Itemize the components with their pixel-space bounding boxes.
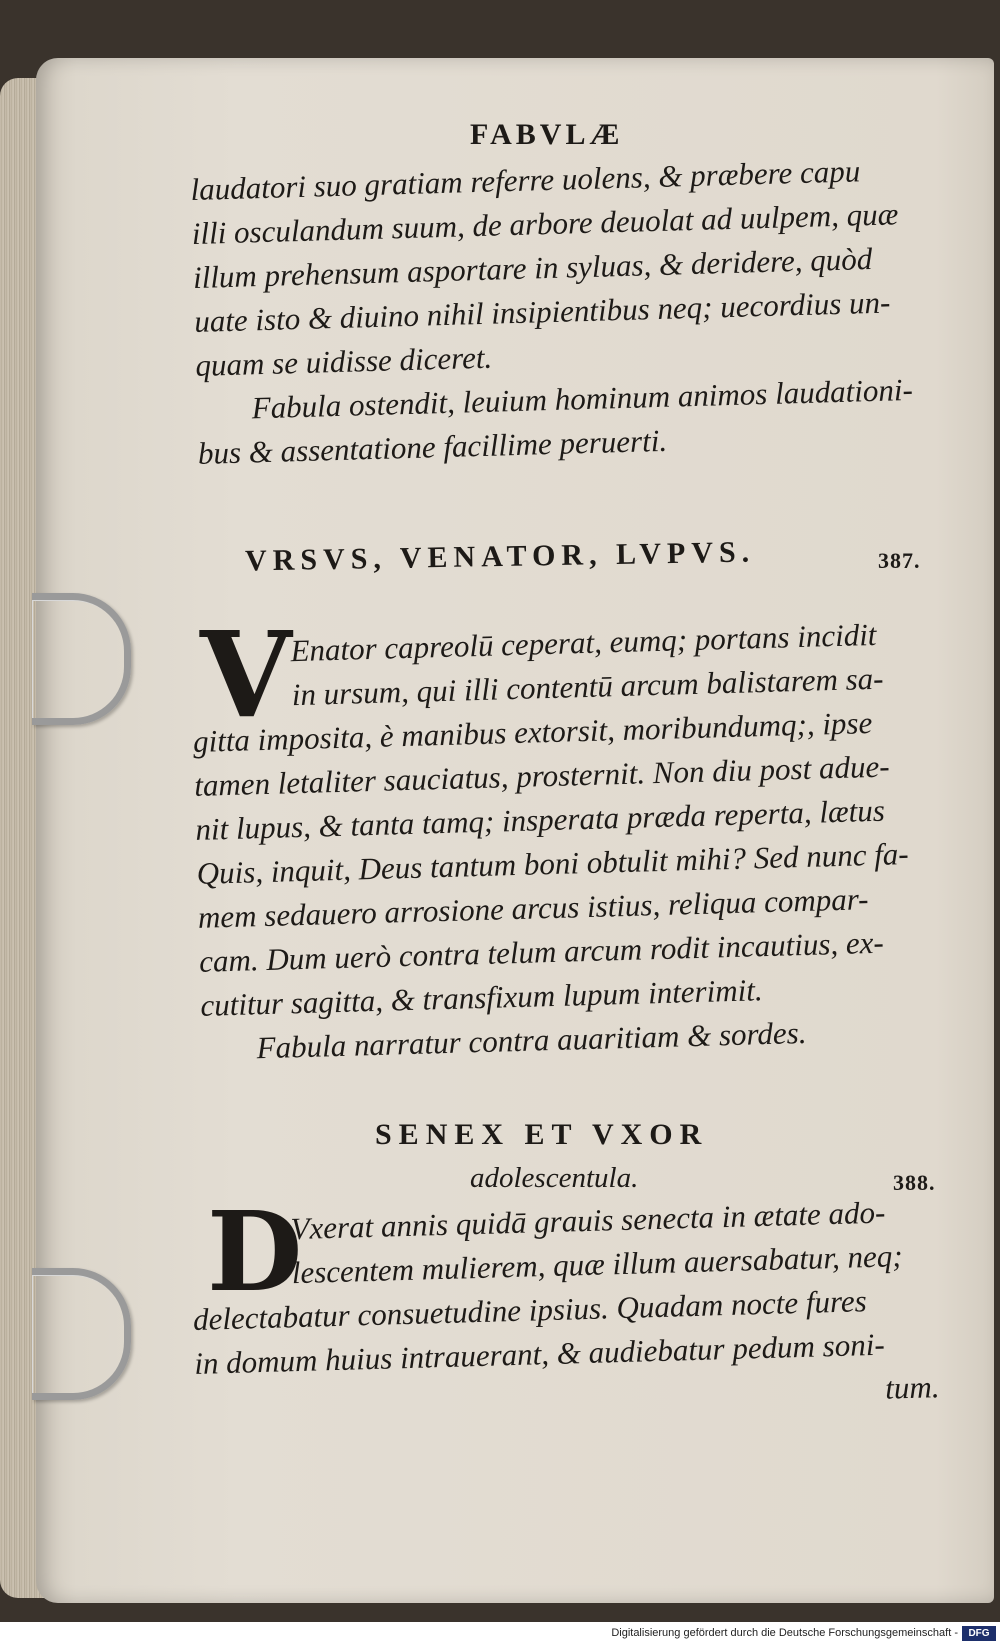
page-header: FABVLÆ: [470, 118, 624, 151]
fable3-number: 388.: [893, 1170, 936, 1195]
text-line: illi osculandum suum, de arbore deuolat ad uulpem, quæ: [191, 196, 899, 251]
text-line: uate isto & diuino nihil insipientibus neq; uecordius un-: [193, 284, 891, 339]
text-line: illum prehensum asportare in syluas, & deridere, quòd: [192, 240, 873, 295]
page-clip-top: [32, 593, 131, 725]
digitization-footer: [0, 1622, 1000, 1646]
text-line: lescentem mulierem, quæ illum auersabatur, neq;: [291, 1238, 904, 1291]
fable3-dropcap: D: [207, 1187, 303, 1316]
page-clip-bottom: [32, 1268, 131, 1400]
text-line: in domum huius intrauerant, & audiebatur pedum soni-: [193, 1326, 886, 1381]
moral-line: bus & assentatione facillime peruerti.: [197, 422, 668, 471]
text-line: quam se uidisse diceret.: [195, 339, 493, 383]
fable2-title: VRSVS, VENATOR, LVPVS.: [244, 535, 756, 578]
fable2-number: 387.: [878, 548, 921, 573]
fable2-dropcap: V: [200, 605, 292, 744]
text-line: Enator capreolū ceperat, eumq; portans incidit: [290, 616, 877, 669]
footer-credit: Digitalisierung gefördert durch die Deutsche Forschungsgemeinschaft -: [611, 1627, 958, 1639]
moral-line: Fabula ostendit, leuium hominum animos laudationi-: [251, 371, 914, 426]
text-line: gitta imposita, è manibus extorsit, moribundumq;, ipse: [192, 704, 873, 759]
fable1-end-text: [190, 147, 958, 476]
text-line: Quis, inquit, Deus tantum boni obtulit mihi? Sed nunc fa-: [196, 836, 910, 891]
fable3-subtitle: adolescentula.: [470, 1162, 639, 1194]
text-line: in ursum, qui illi contentū arcum balistarem sa-: [291, 660, 884, 713]
text-line: tamen letaliter sauciatus, prosternit. Non diu post adue-: [193, 748, 890, 803]
fable2-text: [190, 605, 962, 1072]
moral-line: Fabula narratur contra auaritiam & sordes.: [256, 1014, 807, 1066]
fable3-text: [190, 1189, 956, 1430]
text-line: mem sedauero arrosione arcus istius, reliqua compar-: [197, 881, 869, 935]
text-line: cam. Dum uerò contra telum arcum rodit incautius, ex-: [198, 924, 885, 979]
text-line: laudatori suo gratiam referre uolens, & præbere capu: [190, 153, 861, 207]
text-line: nit lupus, & tanta tamq; insperata præda reperta, lætus: [195, 792, 886, 847]
text-line: Vxerat annis quidā grauis senecta in ætate ado-: [290, 1194, 886, 1247]
text-line: tum.: [884, 1369, 940, 1406]
text-line: delectabatur consuetudine ipsius. Quadam nocte fures: [192, 1283, 868, 1337]
text-line: cutitur sagitta, & transfixum lupum interimit.: [199, 972, 764, 1023]
fable3-title: SENEX ET VXOR: [375, 1118, 709, 1151]
dfg-logo[interactable]: DFG: [962, 1626, 996, 1641]
